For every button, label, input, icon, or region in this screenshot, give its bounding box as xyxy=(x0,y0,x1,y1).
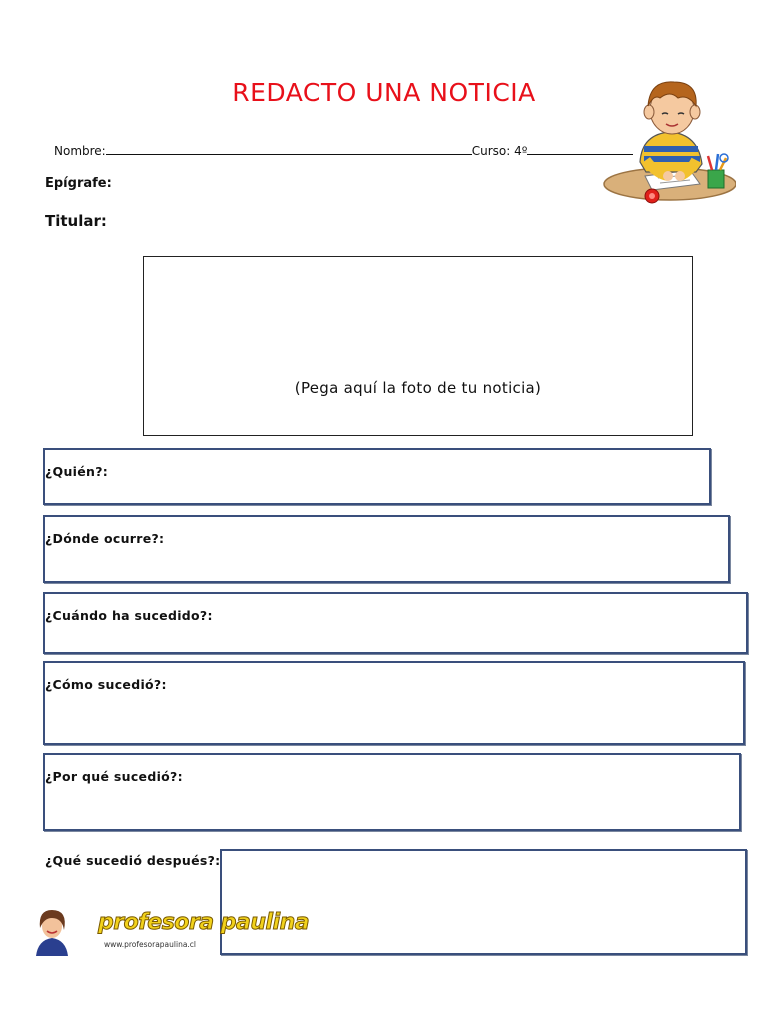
quien-box[interactable] xyxy=(43,448,711,505)
curso-label: Curso: 4º xyxy=(471,144,528,158)
profesora-paulina-logo: profesora paulina xyxy=(98,910,310,935)
epigrafe-label: Epígrafe: xyxy=(45,176,112,191)
photo-caption: (Pega aquí la foto de tu noticia) xyxy=(294,379,542,397)
titular-label: Titular: xyxy=(45,212,107,230)
cuando-label: ¿Cuándo ha sucedido?: xyxy=(45,608,213,623)
logo-url: www.profesorapaulina.cl xyxy=(104,940,197,949)
name-course-row xyxy=(54,142,633,158)
despues-label: ¿Qué sucedió después?: xyxy=(45,853,221,868)
donde-box[interactable] xyxy=(43,515,730,583)
por-que-box[interactable] xyxy=(43,753,741,831)
photo-paste-box xyxy=(143,256,693,436)
curso-field-line[interactable] xyxy=(527,142,633,155)
donde-label: ¿Dónde ocurre?: xyxy=(45,531,165,546)
nombre-label: Nombre: xyxy=(54,144,106,158)
child-writing-illustration xyxy=(600,72,736,208)
quien-label: ¿Quién?: xyxy=(45,464,109,479)
despues-box[interactable] xyxy=(220,849,747,955)
cuando-box[interactable] xyxy=(43,592,748,654)
page-title: REDACTO UNA NOTICIA xyxy=(232,78,536,107)
por-que-label: ¿Por qué sucedió?: xyxy=(45,769,183,784)
como-box[interactable] xyxy=(43,661,745,745)
teacher-photo-icon xyxy=(26,906,78,958)
como-label: ¿Cómo sucedió?: xyxy=(45,677,167,692)
nombre-field-line[interactable] xyxy=(106,142,472,155)
